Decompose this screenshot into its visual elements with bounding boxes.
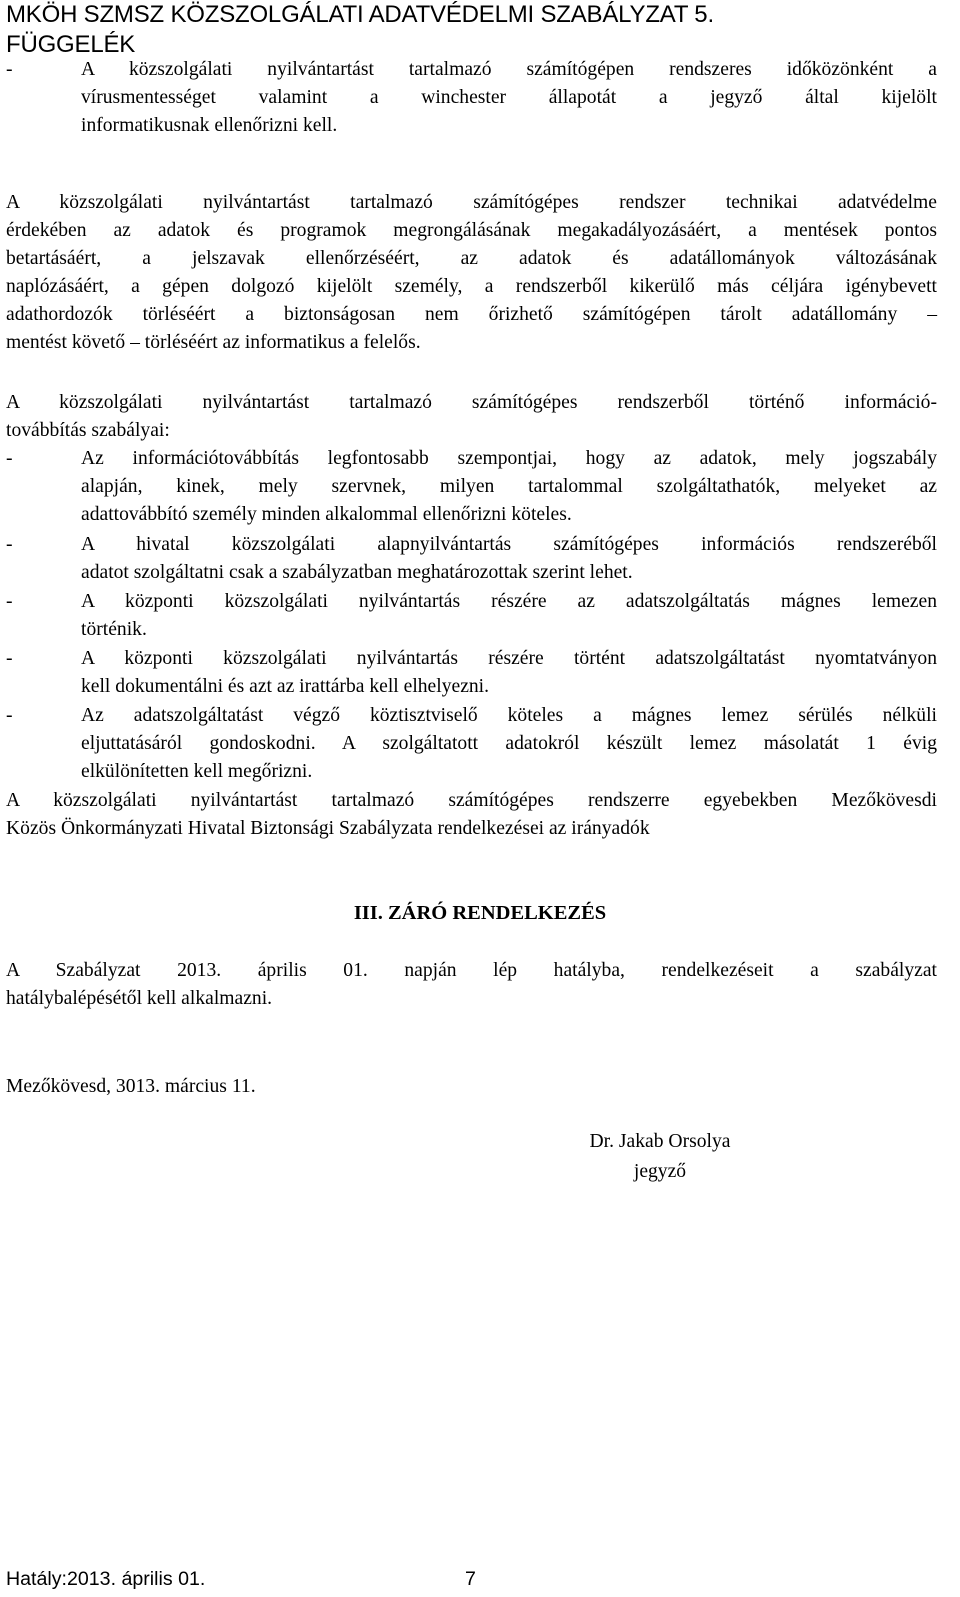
header-title-line-1: MKÖH SZMSZ KÖZSZOLGÁLATI ADATVÉDELMI SZABÁLYZAT 5. <box>6 1 714 28</box>
text-line: vírusmentességet valamint a winchester állapotát a jegyző által kijelölt <box>81 87 937 108</box>
text-line: A közszolgálati nyilvántartást tartalmazó számítógépes rendszerre egyebekben Mezőkövesdi <box>6 790 937 811</box>
text-line: A központi közszolgálati nyilvántartás részére az adatszolgáltatás mágnes lemezen <box>81 591 937 612</box>
text-line: A Szabályzat 2013. április 01. napján lép hatályba, rendelkezéseit a szabályzat <box>6 960 937 981</box>
section-heading: III. ZÁRÓ RENDELKEZÉS <box>353 902 607 924</box>
text-line: eljuttatásáról gondoskodni. A szolgáltatott adatokról készült lemez másolatát 1 évig <box>81 733 937 754</box>
signatory-title: jegyző <box>633 1161 687 1182</box>
text-line: adatot szolgáltatni csak a szabályzatban meghatározottak szerint lehet. <box>81 562 633 583</box>
text-line: elkülönítetten kell megőrizni. <box>81 761 313 782</box>
text-line: történik. <box>81 619 147 640</box>
page-footer <box>6 1566 476 1592</box>
text-line: A hivatal közszolgálati alapnyilvántartás számítógépes információs rendszeréből <box>81 534 937 555</box>
text-line: A közszolgálati nyilvántartást tartalmazó számítógépen rendszeres időközönként a <box>81 59 937 80</box>
text-line: adattovábbító személy minden alkalommal ellenőrizni köteles. <box>81 504 572 525</box>
text-line: alapján, kinek, mely szervnek, milyen tartalommal szolgáltathatók, melyeket az <box>81 476 937 497</box>
bullet-dash: - <box>6 59 13 80</box>
bullet-dash: - <box>6 534 13 555</box>
text-line: Az információtovábbítás legfontosabb szempontjai, hogy az adatok, mely jogszabály <box>81 448 937 469</box>
signature-block <box>560 1127 760 1187</box>
document-header <box>6 0 946 60</box>
bullet-dash: - <box>6 705 13 726</box>
signatory-name: Dr. Jakab Orsolya <box>589 1131 731 1152</box>
text-line: hatálybalépésétől kell alkalmazni. <box>6 988 273 1009</box>
place-and-date: Mezőkövesd, 3013. március 11. <box>6 1076 256 1097</box>
text-line: Közös Önkormányzati Hivatal Biztonsági Szabályzata rendelkezései az irányadók <box>6 818 650 839</box>
bullet-dash: - <box>6 591 13 612</box>
text-line: továbbítás szabályai: <box>6 420 170 441</box>
text-line: érdekében az adatok és programok megrongálásának megakadályozásáért, a mentések pontos <box>6 220 937 241</box>
footer-effective-date: Hatály:2013. április 01. <box>6 1568 206 1590</box>
header-title-line-2: FÜGGELÉK <box>6 31 136 58</box>
text-line: A közszolgálati nyilvántartást tartalmazó számítógépes rendszerből történő információ- <box>6 392 937 413</box>
text-line: kell dokumentálni és azt az irattárba kell elhelyezni. <box>81 676 490 697</box>
text-line: mentést követő – törléséért az informatikus a felelős. <box>6 332 421 353</box>
text-line: A központi közszolgálati nyilvántartás részére történt adatszolgáltatást nyomtatványon <box>81 648 937 669</box>
text-line: A közszolgálati nyilvántartást tartalmazó számítógépes rendszer technikai adatvédelme <box>6 192 937 213</box>
text-line: Az adatszolgáltatást végző köztisztviselő köteles a mágnes lemez sérülés nélküli <box>81 705 937 726</box>
bullet-dash: - <box>6 448 13 469</box>
page-number: 7 <box>465 1568 476 1590</box>
text-line: naplózásáért, a gépen dolgozó kijelölt személy, a rendszerből kikerülő más céljára igénybevett <box>6 276 937 297</box>
text-line: betartásáért, a jelszavak ellenőrzéséért, az adatok és adatállományok változásának <box>6 248 937 269</box>
text-line: informatikusnak ellenőrizni kell. <box>81 115 338 136</box>
text-line: adathordozók törléséért a biztonságosan nem őrizhető számítógépen tárolt adatállomány – <box>6 304 937 325</box>
bullet-dash: - <box>6 648 13 669</box>
